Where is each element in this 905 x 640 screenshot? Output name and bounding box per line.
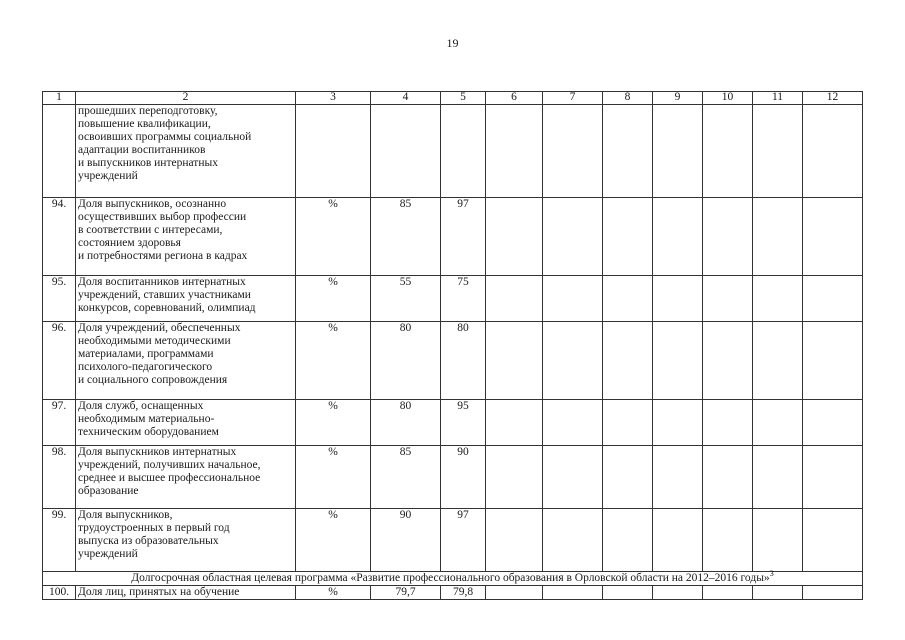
unit-cell: % xyxy=(296,198,371,276)
empty-cell xyxy=(753,400,803,446)
empty-cell xyxy=(653,446,703,509)
value-col-4 xyxy=(371,105,441,198)
empty-cell xyxy=(603,586,653,600)
col-header: 8 xyxy=(603,92,653,105)
value-col-4: 90 xyxy=(371,509,441,572)
empty-cell xyxy=(653,105,703,198)
value-col-5: 80 xyxy=(441,322,486,400)
col-header: 5 xyxy=(441,92,486,105)
unit-cell: % xyxy=(296,509,371,572)
indicator-name: Доля лиц, принятых на обучение xyxy=(76,586,296,600)
empty-cell xyxy=(703,400,753,446)
row-number: 97. xyxy=(43,400,76,446)
column-number-row xyxy=(43,92,863,105)
empty-cell xyxy=(603,400,653,446)
empty-cell xyxy=(486,105,543,198)
value-col-5: 90 xyxy=(441,446,486,509)
empty-cell xyxy=(486,276,543,322)
empty-cell xyxy=(486,586,543,600)
empty-cell xyxy=(803,198,863,276)
footnote-marker: 3 xyxy=(769,569,774,579)
empty-cell xyxy=(603,322,653,400)
value-col-5: 97 xyxy=(441,198,486,276)
empty-cell xyxy=(703,509,753,572)
value-col-5: 75 xyxy=(441,276,486,322)
value-col-5: 79,8 xyxy=(441,586,486,600)
value-col-4: 79,7 xyxy=(371,586,441,600)
empty-cell xyxy=(753,509,803,572)
empty-cell xyxy=(543,586,603,600)
empty-cell xyxy=(486,446,543,509)
empty-cell xyxy=(603,276,653,322)
empty-cell xyxy=(653,322,703,400)
section-text: Долгосрочная областная целевая программа «Развитие профессионального образования в Орловской области на 2012–2016 годы» xyxy=(131,572,770,584)
page-number: 19 xyxy=(446,36,459,50)
row-number: 100. xyxy=(43,586,76,600)
empty-cell xyxy=(486,509,543,572)
table-row xyxy=(43,509,863,572)
table-row xyxy=(43,586,863,600)
row-number xyxy=(43,105,76,198)
empty-cell xyxy=(603,509,653,572)
empty-cell xyxy=(703,276,753,322)
empty-cell xyxy=(543,400,603,446)
indicator-name: Доля выпускников интернатных учреждений, получивших начальное, среднее и высшее профессиональное образование xyxy=(76,446,296,509)
value-col-4: 85 xyxy=(371,446,441,509)
col-header: 3 xyxy=(296,92,371,105)
table-row xyxy=(43,198,863,276)
empty-cell xyxy=(703,446,753,509)
indicator-name: Доля выпускников, трудоустроенных в первый год выпуска из образовательных учреждений xyxy=(76,509,296,572)
empty-cell xyxy=(603,105,653,198)
empty-cell xyxy=(803,276,863,322)
empty-cell xyxy=(543,509,603,572)
empty-cell xyxy=(703,198,753,276)
empty-cell xyxy=(803,400,863,446)
empty-cell xyxy=(703,586,753,600)
empty-cell xyxy=(753,322,803,400)
unit-cell: % xyxy=(296,586,371,600)
indicator-name: Доля выпускников, осознанно осуществивших выбор профессии в соответствии с интересами, состоянием здоровья и потребностями региона в кадрах xyxy=(76,198,296,276)
indicator-name: прошедших переподготовку, повышение квалификации, освоивших программы социальной адаптации воспитанников и выпускников интернатных учреждений xyxy=(76,105,296,198)
col-header: 4 xyxy=(371,92,441,105)
empty-cell xyxy=(653,400,703,446)
empty-cell xyxy=(753,105,803,198)
col-header: 7 xyxy=(543,92,603,105)
col-header: 9 xyxy=(653,92,703,105)
unit-cell: % xyxy=(296,400,371,446)
row-number: 94. xyxy=(43,198,76,276)
empty-cell xyxy=(543,198,603,276)
value-col-4: 85 xyxy=(371,198,441,276)
table-row xyxy=(43,400,863,446)
col-header: 11 xyxy=(753,92,803,105)
row-number: 96. xyxy=(43,322,76,400)
value-col-4: 55 xyxy=(371,276,441,322)
empty-cell xyxy=(603,446,653,509)
empty-cell xyxy=(653,509,703,572)
indicator-name: Доля служб, оснащенных необходимым материально- техническим оборудованием xyxy=(76,400,296,446)
empty-cell xyxy=(753,276,803,322)
indicator-name: Доля воспитанников интернатных учреждений, ставших участниками конкурсов, соревнований, олимпиад xyxy=(76,276,296,322)
empty-cell xyxy=(543,276,603,322)
value-col-5: 97 xyxy=(441,509,486,572)
col-header: 12 xyxy=(803,92,863,105)
value-col-4: 80 xyxy=(371,322,441,400)
section-header-row xyxy=(43,572,863,586)
empty-cell xyxy=(653,198,703,276)
empty-cell xyxy=(486,322,543,400)
empty-cell xyxy=(543,105,603,198)
unit-cell xyxy=(296,105,371,198)
row-number: 98. xyxy=(43,446,76,509)
empty-cell xyxy=(603,198,653,276)
row-number: 99. xyxy=(43,509,76,572)
col-header: 1 xyxy=(43,92,76,105)
table-row xyxy=(43,105,863,198)
table-row xyxy=(43,276,863,322)
value-col-4: 80 xyxy=(371,400,441,446)
empty-cell xyxy=(653,276,703,322)
value-col-5 xyxy=(441,105,486,198)
empty-cell xyxy=(753,586,803,600)
empty-cell xyxy=(803,322,863,400)
value-col-5: 95 xyxy=(441,400,486,446)
col-header: 2 xyxy=(76,92,296,105)
indicator-name: Доля учреждений, обеспеченных необходимыми методическими материалами, программами психолого-педагогического и социального сопровождения xyxy=(76,322,296,400)
row-number: 95. xyxy=(43,276,76,322)
empty-cell xyxy=(543,322,603,400)
indicators-table xyxy=(42,91,863,600)
empty-cell xyxy=(543,446,603,509)
table-row xyxy=(43,446,863,509)
empty-cell xyxy=(486,198,543,276)
empty-cell xyxy=(803,446,863,509)
empty-cell xyxy=(653,586,703,600)
empty-cell xyxy=(753,446,803,509)
unit-cell: % xyxy=(296,276,371,322)
unit-cell: % xyxy=(296,446,371,509)
section-title xyxy=(43,569,863,586)
col-header: 10 xyxy=(703,92,753,105)
empty-cell xyxy=(803,105,863,198)
empty-cell xyxy=(703,105,753,198)
empty-cell xyxy=(803,509,863,572)
empty-cell xyxy=(486,400,543,446)
empty-cell xyxy=(703,322,753,400)
empty-cell xyxy=(753,198,803,276)
empty-cell xyxy=(803,586,863,600)
table-row xyxy=(43,322,863,400)
col-header: 6 xyxy=(486,92,543,105)
unit-cell: % xyxy=(296,322,371,400)
